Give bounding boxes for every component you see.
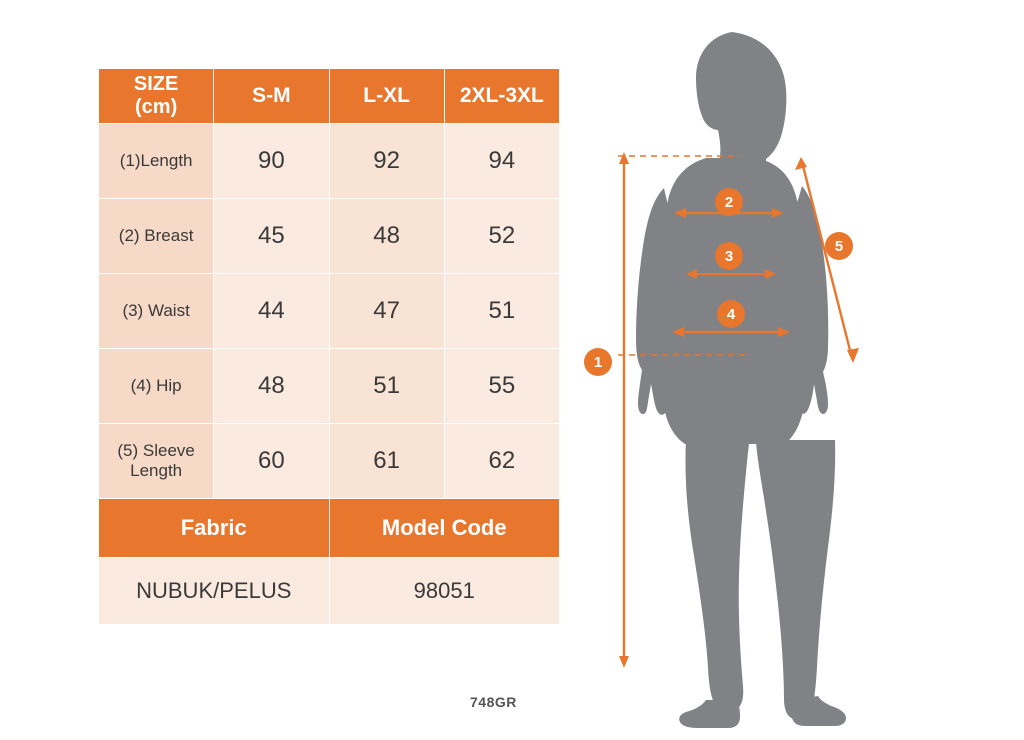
table-header-row xyxy=(99,69,560,124)
model-tag: 748GR xyxy=(470,694,517,710)
row-label-breast: (2) Breast xyxy=(99,199,214,274)
marker-4-hip: 4 xyxy=(717,300,745,328)
cell-length-2xl3xl: 94 xyxy=(444,124,559,199)
figure-svg xyxy=(580,10,1010,730)
body-silhouette-icon xyxy=(636,32,846,728)
table-row xyxy=(99,424,560,499)
cell-length-sm: 90 xyxy=(214,124,329,199)
cell-waist-2xl3xl: 51 xyxy=(444,274,559,349)
cell-hip-2xl3xl: 55 xyxy=(444,349,559,424)
row-label-sleeve-length: (5) Sleeve Length xyxy=(99,424,214,499)
table-row xyxy=(99,199,560,274)
header-col-2xl3xl: 2XL-3XL xyxy=(444,69,559,124)
row-label-length: (1)Length xyxy=(99,124,214,199)
table-row xyxy=(99,349,560,424)
cell-length-lxl: 92 xyxy=(329,124,444,199)
cell-breast-lxl: 48 xyxy=(329,199,444,274)
cell-waist-sm: 44 xyxy=(214,274,329,349)
marker-2-breast: 2 xyxy=(715,188,743,216)
row-label-waist: (3) Waist xyxy=(99,274,214,349)
size-table xyxy=(98,68,560,625)
footer-value-fabric: NUBUK/PELUS xyxy=(99,558,330,625)
cell-breast-sm: 45 xyxy=(214,199,329,274)
marker-1-total-length: 1 xyxy=(584,348,612,376)
table-row xyxy=(99,124,560,199)
table-row xyxy=(99,274,560,349)
header-size-cell xyxy=(99,69,214,124)
table-footer-value-row xyxy=(99,558,560,625)
cell-hip-lxl: 51 xyxy=(329,349,444,424)
cell-sleeve-sm: 60 xyxy=(214,424,329,499)
marker-5-sleeve-length: 5 xyxy=(825,232,853,260)
footer-header-fabric: Fabric xyxy=(99,499,330,558)
cell-waist-lxl: 47 xyxy=(329,274,444,349)
table-footer-header-row xyxy=(99,499,560,558)
cell-hip-sm: 48 xyxy=(214,349,329,424)
body-figure-diagram xyxy=(580,10,1010,730)
header-col-lxl: L-XL xyxy=(329,69,444,124)
row-label-hip: (4) Hip xyxy=(99,349,214,424)
header-size-line2: (cm) xyxy=(135,96,178,118)
marker-3-waist: 3 xyxy=(715,242,743,270)
cell-sleeve-2xl3xl: 62 xyxy=(444,424,559,499)
cell-breast-2xl3xl: 52 xyxy=(444,199,559,274)
header-size-line1: SIZE xyxy=(133,73,179,95)
footer-header-model-code: Model Code xyxy=(329,499,560,558)
footer-value-model-code: 98051 xyxy=(329,558,560,625)
cell-sleeve-lxl: 61 xyxy=(329,424,444,499)
header-col-sm: S-M xyxy=(214,69,329,124)
